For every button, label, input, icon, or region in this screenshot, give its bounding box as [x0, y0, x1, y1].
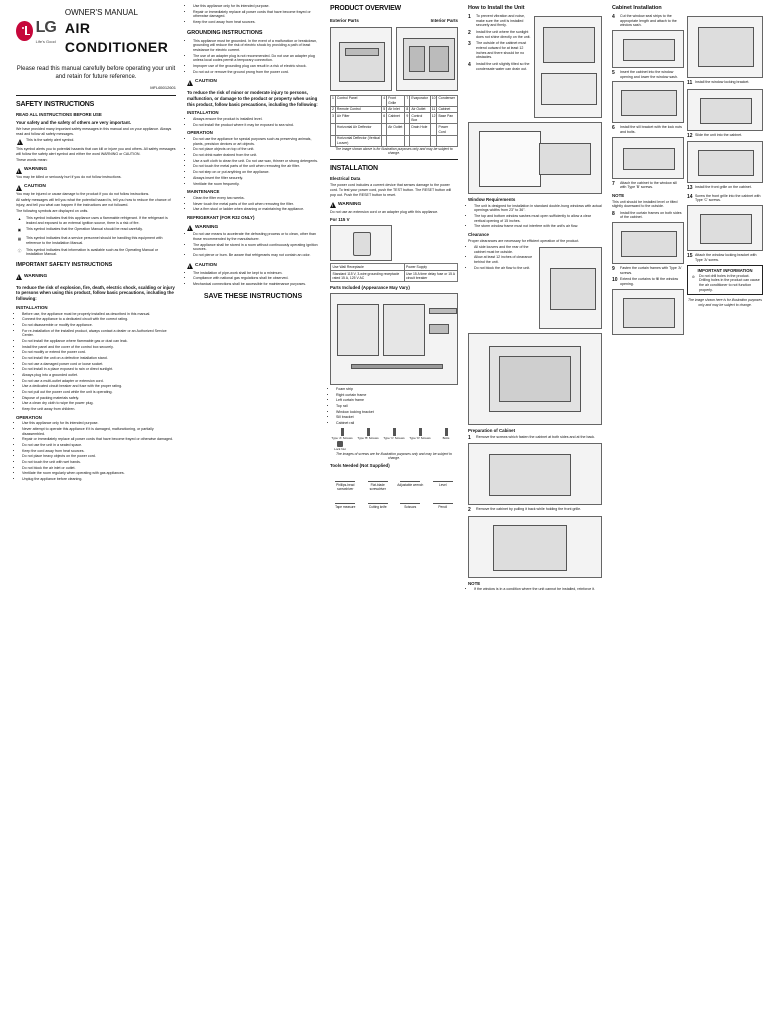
read-all: READ ALL INSTRUCTIONS BEFORE USE [16, 111, 102, 117]
note-label: NOTE [612, 193, 625, 199]
cabinet-step: 8 Install the curtain frames on both sides of the cabinet. [612, 210, 682, 220]
manual-label: OWNER'S MANUAL [64, 8, 138, 17]
screw-icon [367, 428, 370, 436]
list-item: • Dispose of packing materials safely. [22, 396, 176, 401]
screwdriver-icon [335, 471, 355, 482]
list-item: • Do not pull out the power cord while the unit is operating. [22, 390, 176, 395]
step-figure [612, 137, 684, 179]
list-item: • Always ensure the product is installed level. [193, 117, 319, 122]
list-item: • Do not disassemble or modify the appliance. [22, 323, 176, 328]
install-step: 3 The outside of the cabinet must extend outward for at least 12 inches and there should be no obstacles. [468, 41, 527, 60]
list-item: • Foam strip [336, 387, 458, 392]
warning-badge: ! WARNING [187, 225, 218, 231]
list-item: • Window locking bracket [336, 410, 458, 415]
lock-nut: Lock Nut [330, 441, 350, 452]
refrigerant-list [187, 232, 319, 257]
caution-list [187, 271, 319, 287]
table-row: Horizontal Air Deflector Air Outlet Drain Hole Power Cord [331, 124, 458, 135]
note-body: This unit should be installed level or tilted slightly downward to the outside. [612, 199, 678, 209]
read-notice: Please read this manual carefully before operating your unit and retain for future reference. [16, 65, 176, 80]
parts-included-head: Parts Included (Appearance May Vary) [330, 285, 410, 291]
cabinet-step: 10 Extend the curtains to fill the window opening. [612, 277, 679, 286]
important-safety-title: IMPORTANT SAFETY INSTRUCTIONS [16, 261, 113, 268]
operation-list [16, 421, 176, 481]
screwdriver-icon [368, 471, 388, 482]
list-item: • All side louvers and the rear of the cabinet must be outside. [474, 245, 536, 254]
important-info-body: Do not drill holes in the product. Drilling holes in the product can cause the air conditioner to not function properly. [699, 273, 760, 292]
exterior-label: Exterior Parts [330, 18, 359, 24]
level-icon [433, 471, 453, 482]
caution-badge: ! CAUTION [187, 263, 217, 269]
screw-c: Type 'C' Screws [382, 428, 406, 441]
important-info-title: IMPORTANT INFORMATION [697, 268, 753, 274]
list-item: • The installation of pipe-work shall be kept to a minimum. [193, 271, 319, 276]
list-item: • Mechanical connections shall be accessible for maintenance purposes. [193, 282, 319, 287]
pencil-icon [433, 493, 453, 504]
list-item: • The appliance shall be stored in a room without continuously operating ignition sources. [193, 243, 319, 252]
cabinet-step: 13 Install the front grille on the cabinet. [687, 185, 752, 192]
prep-step: 2 Remove the cabinet by pulling it back while holding the front grille. [468, 507, 582, 514]
divider [330, 159, 458, 160]
table-row: Standard 115 V, 3-wire grounding receptacle rated 15 A, 125 V AC Use 15 A time delay fuse or 15 A circuit breaker [331, 270, 458, 281]
alert-triangle-icon [16, 138, 23, 145]
operation-list [187, 137, 319, 186]
voltage-label: For 115 V [330, 217, 350, 223]
step-figure [612, 81, 684, 123]
warning-icon [330, 202, 336, 208]
list-item: • Sill bracket [336, 415, 458, 420]
info-icon: ⓘ [17, 248, 22, 253]
install-step: 4 Install the unit slightly tilted so the condensate water can drain out. [468, 62, 530, 71]
flame-icon: ▲ [17, 217, 22, 222]
window-requirements-head: Window Requirements [468, 197, 516, 203]
column-cabinet-install [608, 0, 770, 1024]
list-item: • Ventilate the room frequently. [193, 182, 319, 187]
cabinet-step: 14 Screw the front grille into the cabinet with Type 'C' screws. [687, 193, 761, 203]
outlet-table [330, 263, 458, 282]
screw-icon [419, 428, 422, 436]
list-item: • Repair or immediately replace all power cords that have become frayed or otherwise damaged. [22, 437, 176, 442]
grounding-list [187, 39, 319, 75]
list-item: • Allow at least 12 inches of clearance behind the unit. [474, 255, 536, 264]
warning-badge: ! WARNING [16, 274, 47, 280]
list-item: • Before use, the appliance must be properly installed as described in this manual. [22, 312, 176, 317]
caution-icon [187, 80, 193, 86]
list-item: • Do not install the product where it may be exposed to sea wind. [193, 123, 319, 128]
caution-icon [187, 263, 193, 269]
wrench-icon: ▦ [17, 237, 22, 242]
screw-note: The images of screws are for illustration purposes only and may be subject to change. [335, 451, 453, 460]
brand-text: LG [35, 18, 56, 36]
list-item: • Install the panel and the cover of the control box securely. [22, 345, 176, 350]
symbol-row: ▦ This symbol indicates that a service personnel should be handling this equipment with reference to the Installation Manual. [17, 236, 163, 245]
list-item: • For re-installation of the installed product, always contact a dealer or an Authorized Service Center. [22, 329, 176, 338]
column-how-to-install [464, 0, 606, 1024]
tool-item: Tape measure [330, 493, 361, 509]
step-figure [612, 289, 684, 335]
step-figure [687, 89, 763, 131]
step-figure [687, 16, 763, 78]
list-item: • Do not pierce or burn. Be aware that refrigerants may not contain an odor. [193, 253, 319, 258]
list-item: • Always plug into a grounded outlet. [22, 373, 176, 378]
continued-list [187, 4, 319, 25]
list-item: • Do not use a damaged power cord or loose socket. [22, 362, 176, 367]
list-item: • Do not touch the metal parts of the unit when removing the air filter. [193, 164, 319, 169]
warning-body: You may be killed or seriously hurt if you do not follow instructions. [16, 175, 122, 180]
window-list [468, 204, 602, 229]
screw-a: Type 'A' Screws [330, 428, 354, 441]
table-row: 1 Control Panel 4 Front Grille 7 Evaporator 10 Condenser [331, 95, 458, 106]
note-label: NOTE [468, 580, 481, 586]
caution-badge: ! CAUTION [16, 184, 46, 190]
step-figure [612, 30, 684, 68]
list-item: • If the window is in a condition where the unit cannot be installed, reinforce it. [474, 587, 602, 592]
reduce-risk: To reduce the risk of explosion, fire, death, electric shock, scalding or injury to persons when using this product, follow basic precautions, including the following: [16, 284, 175, 302]
table-row: 2 Remote Control 5 Air Inlet 8 Air Outlet 11 Cabinet [331, 106, 458, 113]
parts-list [330, 387, 458, 426]
preparation-head: Preparation of Cabinet [468, 427, 516, 433]
list-item: • Do not block the air flow to the unit. [474, 266, 536, 271]
table-row: Horizontal Deflector (Vertical Louver) [331, 135, 458, 146]
screw-d: Type 'D' Screws [408, 428, 432, 441]
caution-badge: ! CAUTION [187, 79, 217, 85]
these-words: These words mean: [16, 158, 48, 163]
install-step: 2 Install the unit where the sunlight does not shine directly on the unit. [468, 30, 531, 39]
list-item: • Do not step on or put anything on the appliance. [193, 170, 319, 175]
grounding-title: GROUNDING INSTRUCTIONS [187, 29, 263, 36]
warning-icon [187, 225, 193, 231]
column-grounding [183, 0, 323, 1024]
list-item: • Do not modify or extend the power cord. [22, 350, 176, 355]
clearance-list [468, 245, 536, 329]
electrical-body: The power cord includes a current device that senses damage to the power cord. To test your power cord, push the TEST button. The RESET button will pop out. Push the RESET button to reset. [330, 183, 452, 197]
list-item: • Improper use of the grounding plug can result in a risk of electric shock. [193, 64, 319, 69]
table-row: 3 Air Filter 6 Cabinet 9 Control Box 12 Base Pan [331, 113, 458, 124]
tool-item: Level [428, 471, 459, 491]
caution-head: To reduce the risk of minor or moderate injury to persons, malfunction, or damage to the product or property when using this product, follow basic precautions, including the following: [187, 90, 318, 107]
installation-head: INSTALLATION [16, 304, 48, 310]
lg-logo [16, 6, 176, 56]
electrical-head: Electrical Data [330, 176, 361, 182]
list-item: • Never touch the metal parts of the unit when removing the filter. [193, 202, 319, 207]
warning-badge: ! WARNING [16, 167, 47, 173]
list-item: • Do not use a multi-outlet adapter or extension cord. [22, 379, 176, 384]
clearance-head: Clearance [468, 232, 489, 238]
final-note: The image shown here is for illustration purposes only and may be subject to change. [688, 298, 762, 307]
divider [16, 95, 176, 96]
step-figure [687, 205, 763, 251]
list-item: • Clean the filter every two weeks. [193, 196, 319, 201]
install-head: INSTALLATION [187, 110, 219, 116]
symbol-row: ⓘ This symbol indicates that information is available such as the Operating Manual or Installation Manual. [17, 247, 159, 257]
install-step: 1 To prevent vibration and noise, make sure the unit is installed securely and firmly. [468, 14, 525, 28]
warning-badge: ! WARNING [330, 202, 361, 208]
all-messages: All safety messages will tell you what the potential hazard is, tell you how to reduce the chance of injury, and tell you what can happen if the instructions are not followed. [16, 198, 171, 208]
cabinet-step: 15 Attach the window locking bracket with Type 'A' screw. [687, 252, 757, 262]
installation-title: INSTALLATION [330, 165, 378, 173]
list-item: • Do not place objects on top of the unit. [193, 147, 319, 152]
alert-row [16, 138, 176, 145]
install-figure [534, 16, 602, 118]
important-body: We have provided many important safety messages in this manual and on your appliance. Always read and follow all safety messages. [16, 127, 172, 136]
cabinet-step: 12 Slide the unit into the cabinet. [687, 132, 743, 139]
cabinet-step: 4 Cut the window seal strips to the appropriate length and attach to the window sash. [612, 14, 677, 28]
installation-list [16, 312, 176, 412]
column-product [326, 0, 462, 1024]
brand-tagline: Life's Good [35, 38, 56, 44]
operation-head: OPERATION [16, 414, 42, 420]
list-item: • Ventilate the room regularly when operating with gas appliances. [22, 471, 176, 476]
outlet-figure [330, 225, 392, 261]
screw-icon [393, 428, 396, 436]
list-item: • Compliance with national gas regulations shall be observed. [193, 276, 319, 281]
product-overview-title: PRODUCT OVERVIEW [330, 5, 401, 12]
list-item: • Do not install in a place exposed to rain or direct sunlight. [22, 367, 176, 372]
list-item: • Keep the cord away from heat sources. [22, 449, 176, 454]
cabinet-figure [468, 333, 602, 425]
lg-logo-icon [16, 21, 33, 41]
list-item: • Use this appliance only for its intended purpose. [193, 4, 319, 9]
parts-table [330, 95, 458, 147]
column-safety [0, 0, 180, 1024]
interior-figure [396, 27, 458, 91]
figure-note: The image shown above is for illustration purposes only and may be subject to change. [335, 146, 453, 155]
table-row: Use Wall Receptacle Power Supply [331, 263, 458, 270]
cabinet-step: 5 Insert the cabinet into the window opening and lower the window sash. [612, 70, 678, 79]
exterior-figure [330, 27, 392, 91]
list-item: • Use this appliance only for its intended purpose. [22, 421, 176, 426]
list-item: • The use of an adapter plug is not recommended. Do not use an adapter plug unless local codes permit a temporary connection. [193, 54, 319, 63]
interior-label: Interior Parts [430, 18, 458, 24]
list-item: • Always insert the filter securely. [193, 176, 319, 181]
scissors-icon [400, 493, 420, 504]
screw-row [330, 428, 458, 441]
list-item: • Do not touch the unit with wet hands. [22, 460, 176, 465]
list-item: • Repair or immediately replace all power cords that have become frayed or otherwise damaged. [193, 10, 319, 19]
product-title: AIR CONDITIONER [64, 20, 169, 55]
clearance-body: Proper clearances are necessary for efficient operation of the product. [468, 238, 580, 243]
tool-grid [330, 471, 458, 509]
symbol-row: ▲ This symbol indicates that this appliance uses a flammable refrigerant. If the refrigerant is leaked and exposed to an external ignition source, there is a risk of fire. [17, 215, 168, 225]
list-item: • Connect the appliance to a dedicated circuit with the correct rating. [22, 317, 176, 322]
list-item: • The unit is designed for installation in standard double-hung windows with actual openings widths from 23" to 36". [474, 204, 602, 213]
maintenance-head: MAINTENANCE [187, 189, 220, 195]
list-item: • Top rail [336, 404, 458, 409]
list-item: • Do not use means to accelerate the defrosting process or to clean, other than those recommended by the manufacturer. [193, 232, 319, 241]
caution-icon [16, 185, 22, 191]
important-head: Your safety and the safety of others are very important. [16, 120, 132, 126]
list-item: • Do not use the appliance for special purposes such as preserving animals, plants, precision devices or art objects. [193, 137, 319, 146]
document-id: MFL65012601 [150, 85, 176, 91]
list-item: • Do not install the appliance where flammable gas or dust can leak. [22, 339, 176, 344]
list-item: • Keep the unit away from children. [22, 407, 176, 412]
tool-item: Cutting knife [363, 493, 394, 509]
list-item: • Unplug the appliance before cleaning. [22, 477, 176, 482]
list-item: • Never attempt to operate this appliance if it is damaged, malfunctioning, or partially disassembled. [22, 427, 176, 436]
list-item: • Cabinet rail [336, 421, 458, 426]
list-item: • Do not drink water drained from the unit. [193, 153, 319, 158]
save-instructions: SAVE THESE INSTRUCTIONS [203, 292, 303, 300]
tool-item: Adjustable wrench [395, 471, 426, 491]
list-item: • Do not use the unit in a sealed space. [22, 443, 176, 448]
how-to-install-title: How to Install the Unit [468, 5, 525, 11]
symbols-intro: The following symbols are displayed on units. [16, 209, 89, 214]
cabinet-install-title: Cabinet Installation [612, 5, 662, 11]
tool-item: Flat-blade screwdriver [363, 471, 394, 491]
tool-item: Phillips-head screwdriver [330, 471, 361, 491]
alert-body: This symbol alerts you to potential hazards that can kill or injure you and others. All safety messages will follow the safety alert symbol and either the word WARNING or CAUTION. [16, 147, 176, 157]
alert-symbol-text: This is the safety alert symbol. [26, 138, 75, 143]
list-item: • Left curtain frame [336, 398, 458, 403]
bolt: Bolts [434, 428, 458, 441]
list-item: • Use a firm stool or ladder when cleaning or maintaining the appliance. [193, 207, 319, 212]
list-item: • Do not place heavy objects on the power cord. [22, 454, 176, 459]
no-drill-icon: ⊘ [691, 274, 695, 279]
list-item: • Do not install the unit on a defective installation stand. [22, 356, 176, 361]
cabinet-step: 6 Install the sill bracket with the lock nuts and bolts. [612, 125, 682, 135]
note-list [468, 587, 602, 592]
warning-body: Do not use an extension cord or an adapter plug with this appliance. [330, 209, 439, 214]
cabinet-step: 7 Attach the cabinet to the window sill with Type 'B' screws. [612, 180, 677, 190]
caution-body: You may be injured or cause damage to the product if you do not follow instructions. [16, 192, 150, 197]
knife-icon [368, 493, 388, 504]
warning-icon [16, 168, 22, 174]
operation-head: OPERATION [187, 130, 213, 136]
tape-measure-icon [335, 493, 355, 504]
parts-figure [330, 293, 458, 385]
list-item: • Do not cut or remove the ground prong from the power cord. [193, 70, 319, 75]
prep-figure [468, 516, 602, 578]
step-figure [612, 222, 684, 264]
safety-title: SAFETY INSTRUCTIONS [16, 100, 95, 108]
refrigerant-head: REFRIGERANT (FOR R32 ONLY) [187, 214, 255, 220]
list-item: • Do not block the air inlet or outlet. [22, 466, 176, 471]
important-info-box [687, 265, 763, 295]
list-item: • Use a clean dry cloth to wipe the power plug. [22, 401, 176, 406]
cabinet-step: 11 Install the window locking bracket. [687, 80, 750, 87]
list-item: • The top and bottom window sashes must open sufficiently to allow a clear vertical opening of 15 inches. [474, 214, 602, 223]
list-item: • The storm window frame must not interfere with the unit's air flow. [474, 224, 602, 229]
symbol-row: ▣ This symbol indicates that the Operation Manual should be read carefully. [17, 227, 143, 233]
list-item: • Use a soft cloth to clean the unit. Do not use wax, thinner or strong detergents. [193, 159, 319, 164]
screw-b: Type 'B' Screws [356, 428, 380, 441]
list-item: • Use a dedicated circuit breaker and fuse with the proper rating. [22, 384, 176, 389]
list-item: • Keep the cord away from heat sources. [193, 20, 319, 25]
list-item: • This appliance must be grounded. In the event of a malfunction or breakdown, grounding will reduce the risk of electric shock by providing a path of least resistance for electric current. [193, 39, 319, 53]
bolt-icon [445, 428, 448, 436]
prep-figure [468, 443, 602, 505]
list-item: • Right curtain frame [336, 393, 458, 398]
warning-icon [16, 274, 22, 280]
clearance-figure [539, 247, 603, 329]
prep-step: 1 Remove the screws which fasten the cabinet at both sides and at the back. [468, 434, 596, 441]
step-figure [687, 141, 763, 183]
cabinet-step: 9 Fasten the curtain frames with Type 'A' screws. [612, 265, 682, 275]
install-list [187, 117, 319, 127]
book-icon: ▣ [17, 228, 22, 233]
window-figure [468, 122, 602, 194]
screw-icon [341, 428, 344, 436]
tool-item: Pencil [428, 493, 459, 509]
maintenance-list [187, 196, 319, 212]
tools-head: Tools Needed (Not Supplied) [330, 463, 390, 469]
tool-item: Scissors [395, 493, 426, 509]
wrench-icon [400, 471, 420, 482]
